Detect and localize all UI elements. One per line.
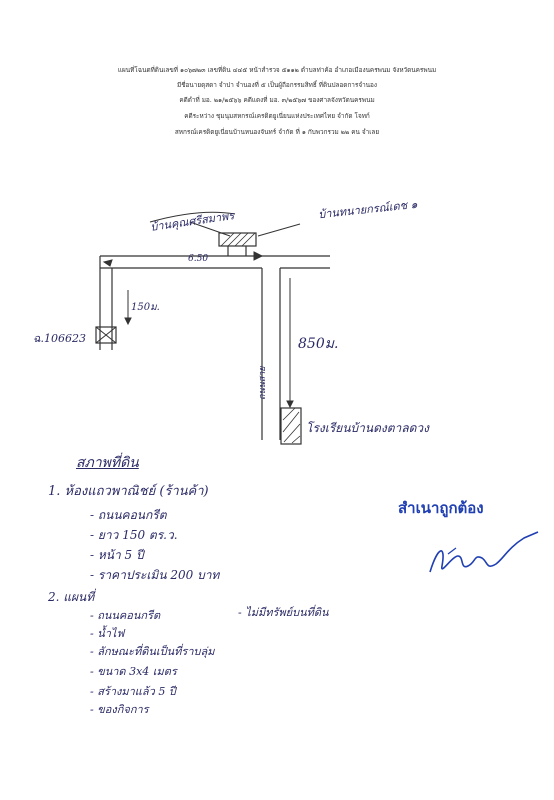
certified-copy-stamp: สำเนาถูกต้อง <box>398 499 484 517</box>
map-label-top-right: บ้านทนายกรณ์เดช ๑ <box>317 197 419 222</box>
notes-item2-line-1: - ถนนคอนกรีต <box>90 609 161 622</box>
notes-item1-title: 1. ห้องแถวพาณิชย์ (ร้านค้า) <box>48 484 209 499</box>
map-distance-150: 150ม. <box>131 302 160 313</box>
header-line-3: คดีดำที่ มอ. ๒๑/๒๕๖๖ คดีแดงที่ มอ. ๓/๒๕๖๗ ของศาลจังหวัดนครพนม <box>179 96 375 104</box>
notes-item2-line-2: - น้ำไฟ <box>90 627 125 640</box>
map-parcel-label: ฉ.106623 <box>33 332 86 345</box>
header-line-4: คดีระหว่าง ชุมนุมสหกรณ์เครดิตยูเนี่ยนแห่งประเทศไทย จำกัด โจทก์ <box>184 112 370 120</box>
notes-item2-line-4: - ขนาด 3x4 เมตร <box>90 665 177 678</box>
notes-item1-line-3: - หน้า 5 ปี <box>90 548 144 562</box>
notes-item2-side: - ไม่มีทรัพย์บนที่ดิน <box>238 606 329 619</box>
header-line-2: มีชื่อนายดุสดา จำปา จำนองที่ ๕ เป็นผู้ถือกรรมสิทธิ์ ที่ดินปลอดการจำนอง <box>177 81 377 89</box>
notes-item2-line-5: - สร้างมาแล้ว 5 ปี <box>90 685 176 698</box>
notes-item2-line-3: - ลักษณะที่ดินเป็นที่ราบลุ่ม <box>90 645 215 658</box>
map-destination-label: โรงเรียนบ้านดงตาลดวง <box>306 421 430 435</box>
notes-item2-line-6: - ของกิจการ <box>90 703 149 716</box>
map-distance-850: 850ม. <box>298 336 339 352</box>
map-road-name: ถนนสาย <box>258 366 268 400</box>
notes-item1-line-1: - ถนนคอนกรีต <box>90 508 167 522</box>
header-line-1: แผนที่โฉนดที่ดินเลขที่ ๑๐๖๗๒๓ เลขที่ดิน ๔๔๕ หน้าสำรวจ ๕๑๑๒ ตำบลท่าค้อ อำเภอเมืองนครพนม จังหวัดนครพนม <box>117 66 437 74</box>
notes-heading: สภาพที่ดิน <box>76 455 139 471</box>
signature <box>424 526 544 582</box>
notes-item2-title: 2. แผนที่ <box>48 590 95 604</box>
notes-item1-line-2: - ยาว 150 ตร.ว. <box>90 528 178 542</box>
map-road-width: 6.50 <box>188 254 209 264</box>
header-line-5: สหกรณ์เครดิตยูเนี่ยนบ้านหนองจันทร์ จำกัด ที่ ๑ กับพวกรวม ๒๒ คน จำเลย <box>174 128 380 136</box>
map-label-top-left: บ้านคุณศรีสมาพร <box>149 209 236 234</box>
notes-item1-line-4: - ราคาประเมิน 200 บาท <box>90 568 220 582</box>
